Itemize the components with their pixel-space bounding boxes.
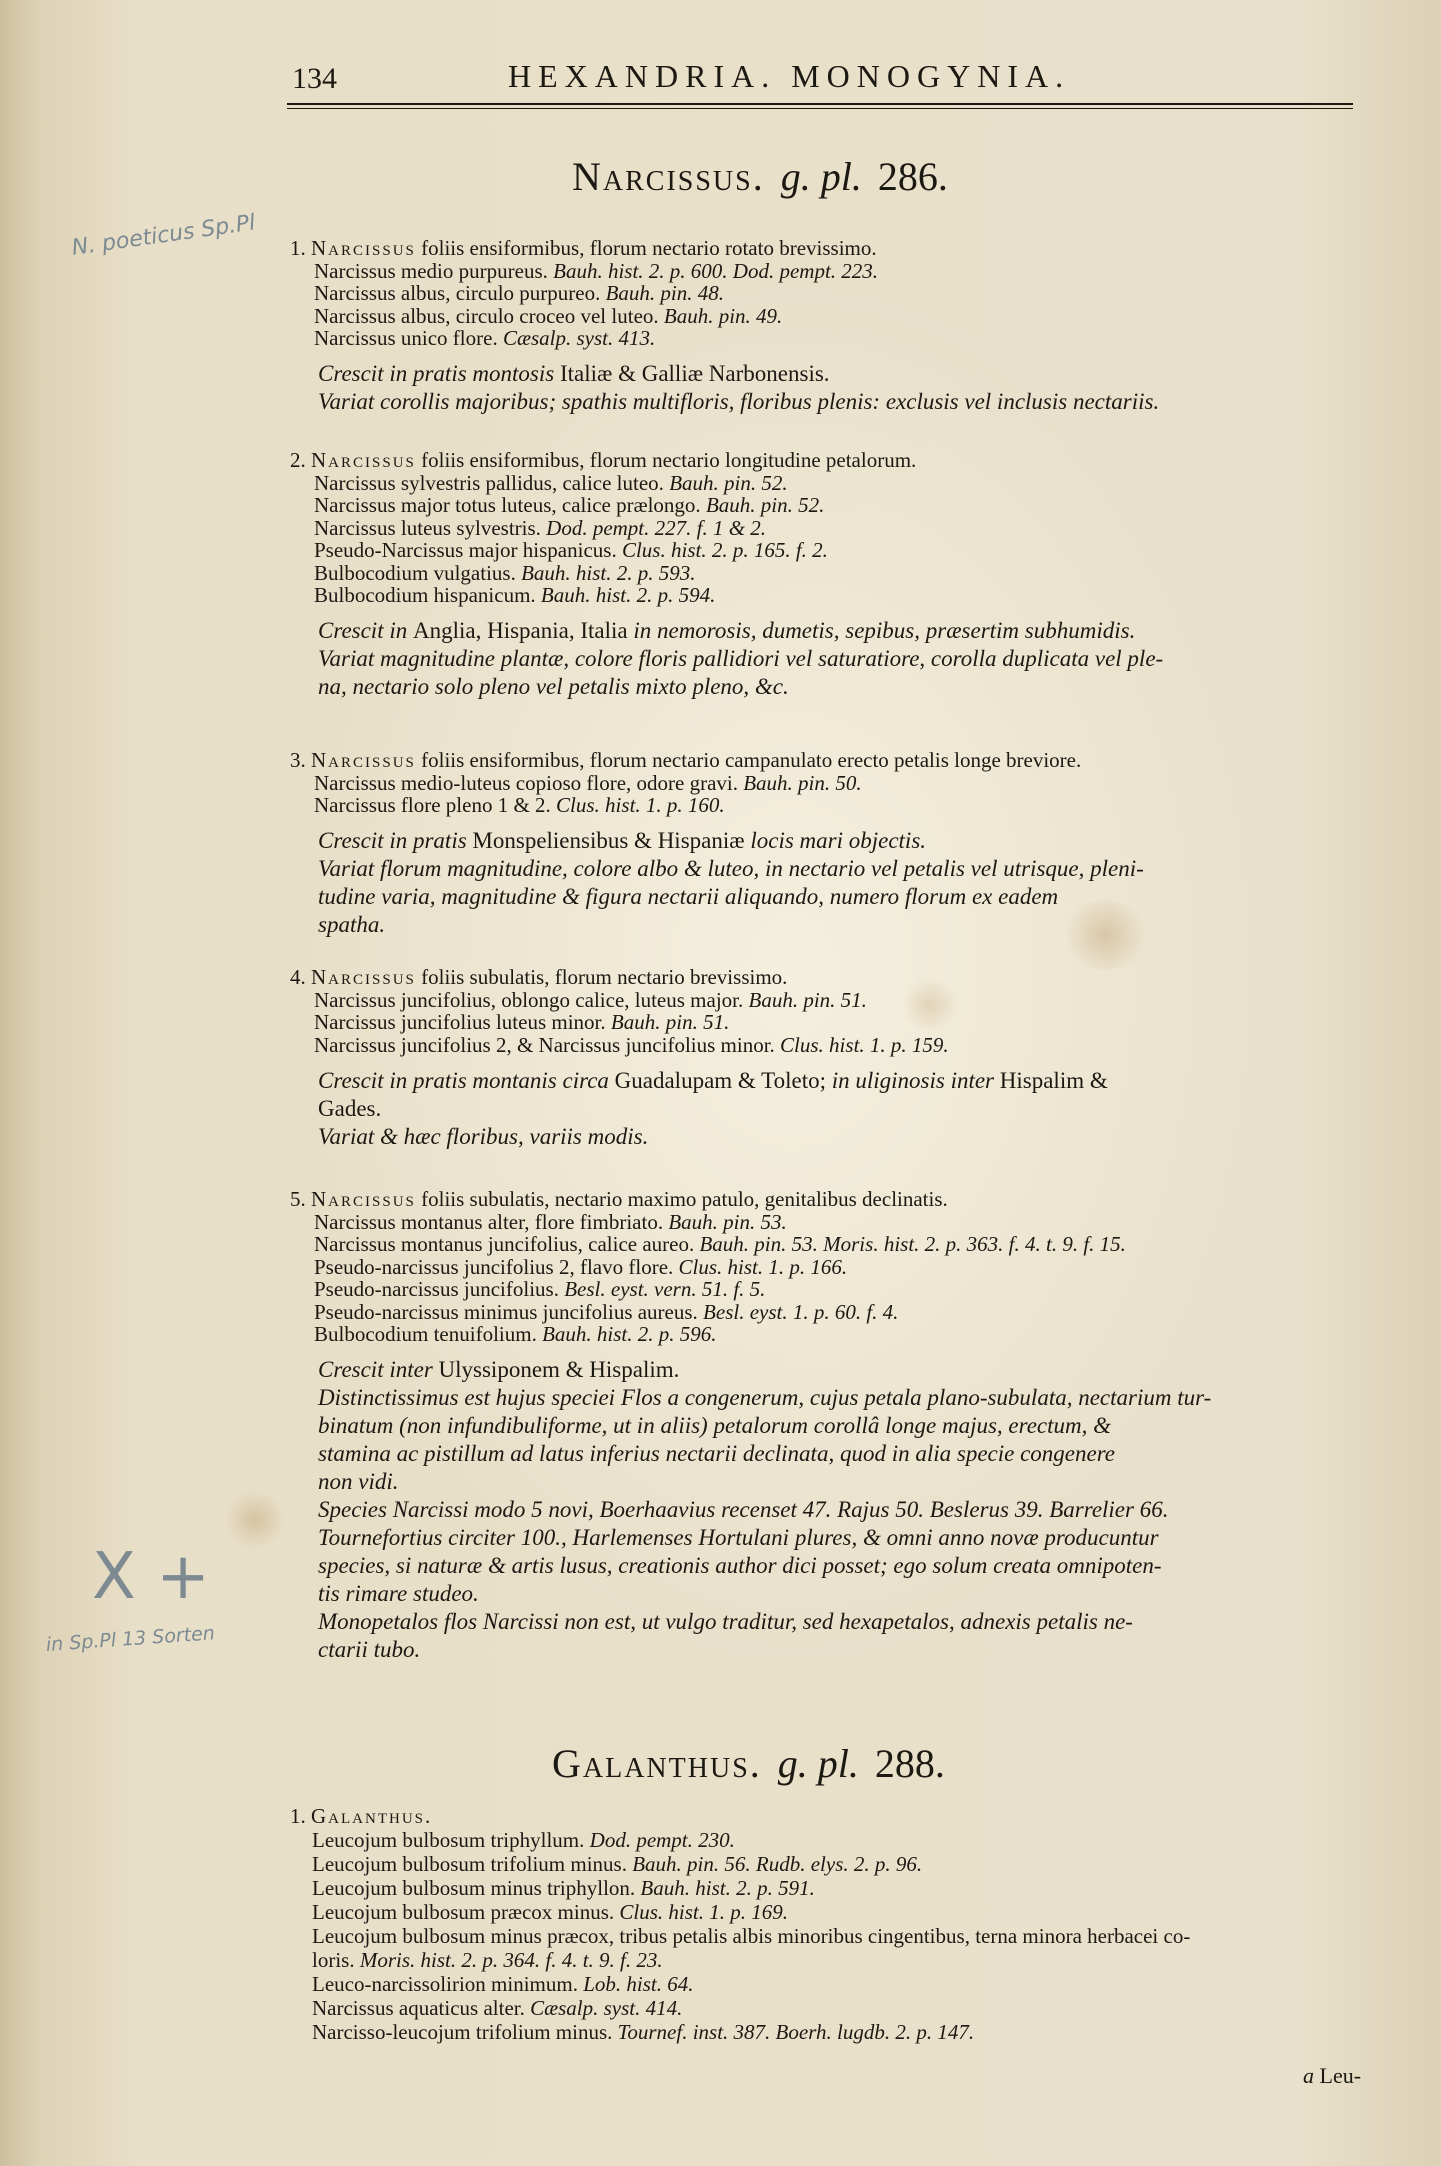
synonym-reference: Dod. pempt. 230. <box>589 1828 735 1852</box>
signature-mark: a <box>1303 2063 1314 2088</box>
habitat-note <box>318 1636 420 1663</box>
genus-number: 288. <box>874 1741 945 1786</box>
habitat-note <box>318 1356 679 1383</box>
synonym-name: Narcissus flore pleno 1 & 2. <box>314 793 557 817</box>
margin-note-handwritten: in Sp.Pl 13 Sorten <box>45 1622 216 1656</box>
species-number: 4. <box>290 965 311 989</box>
synonym-line <box>312 1948 663 1972</box>
synonym-name: Narcissus albus, circulo purpureo. <box>314 281 606 305</box>
species-diagnosis <box>290 748 1081 772</box>
page-number: 134 <box>292 62 337 95</box>
synonym-reference: Tournef. inst. 387. Boerh. lugdb. 2. p. 147. <box>617 2020 975 2044</box>
synonym-name: Leucojum bulbosum minus triphyllon. <box>312 1876 641 1900</box>
note-italic: tudine varia, magnitudine & figura nectarii aliquando, numero florum ex eadem <box>318 884 1059 909</box>
genus-heading-galanthus <box>552 1740 945 1787</box>
synonym-line <box>314 1277 765 1301</box>
synonym-name: Narcissus medio purpureus. <box>314 258 554 283</box>
habitat-note <box>318 1496 1168 1523</box>
header-rule <box>287 108 1353 109</box>
note-place: Hispalim & <box>999 1067 1108 1093</box>
synonym-name: Pseudo-narcissus juncifolius. <box>314 1277 565 1301</box>
habitat-note <box>318 1580 479 1607</box>
note-italic: Crescit inter <box>318 1357 439 1382</box>
synonym-reference: Bauh. hist. 2. p. 600. Dod. pempt. 223. <box>553 258 879 283</box>
margin-note-handwritten: N. poeticus Sp.Pl <box>70 210 257 261</box>
note-italic: Species Narcissi modo 5 novi, Boerhaavius recenset 47. Rajus 50. Beslerus 39. Barrelier 66. <box>318 1497 1169 1522</box>
habitat-note <box>318 1468 399 1495</box>
synonym-reference: Besl. eyst. vern. 51. f. 5. <box>564 1277 766 1301</box>
synonym-line <box>314 471 788 495</box>
synonym-name: Narcissus albus, circulo croceo vel luteo. <box>314 303 664 328</box>
synonym-name: Narcissus juncifolius 2, & Narcissus juncifolius minor. <box>314 1032 781 1057</box>
header-rule <box>287 103 1353 105</box>
species-genus-name: Narcissus <box>311 236 416 260</box>
running-title: HEXANDRIA. MONOGYNIA. <box>508 58 1071 94</box>
synonym-reference: Bauh. pin. 52. <box>705 493 825 517</box>
synonym-line <box>314 538 828 562</box>
species-number: 2. <box>290 448 311 472</box>
note-italic: stamina ac pistillum ad latus inferius nectarii declinata, quod in alia specie congenere <box>318 1441 1116 1466</box>
habitat-note <box>318 1095 381 1122</box>
foxing-stain <box>900 980 960 1030</box>
habitat-note <box>318 827 926 854</box>
synonym-reference: Moris. hist. 2. p. 364. f. 4. t. 9. f. 23. <box>359 1948 663 1972</box>
synonym-reference: Bauh. hist. 2. p. 596. <box>542 1322 717 1346</box>
synonym-name: Narcissus montanus juncifolius, calice aureo. <box>314 1232 700 1256</box>
note-italic: locis mari objectis. <box>750 828 927 853</box>
note-italic: binatum (non infundibuliforme, ut in aliis) petalorum corollâ longe majus, erectum, & <box>318 1413 1112 1438</box>
synonym-reference: Clus. hist. 1. p. 166. <box>678 1254 848 1279</box>
species-diagnosis <box>290 236 877 260</box>
synonym-name: Leucojum bulbosum minus præcox, tribus petalis albis minoribus cingentibus, terna minora herbacei co- <box>312 1924 1191 1948</box>
catchword <box>1303 2063 1361 2089</box>
synonym-reference: Lob. hist. 64. <box>583 1972 694 1996</box>
synonym-name: Bulbocodium hispanicum. <box>314 583 541 607</box>
synonym-name: Pseudo-Narcissus major hispanicus. <box>314 538 622 562</box>
species-genus-name: Narcissus <box>311 748 416 772</box>
note-italic: Crescit in pratis <box>318 828 473 853</box>
species-genus-name: Narcissus <box>311 448 416 472</box>
species-genus-name: Narcissus <box>311 965 416 989</box>
diagnosis-text: foliis ensiformibus, florum nectario rotato brevissimo. <box>415 236 877 260</box>
synonym-name: Narcissus sylvestris pallidus, calice luteo. <box>314 470 670 495</box>
note-place: Monspeliensibus & Hispaniæ <box>472 828 751 853</box>
note-italic: Crescit in <box>318 618 413 643</box>
synonym-reference: Clus. hist. 2. p. 165. f. 2. <box>621 538 828 562</box>
species-diagnosis <box>290 448 916 472</box>
synonym-reference: Dod. pempt. 227. f. 1 & 2. <box>546 515 767 540</box>
synonym-name: Narcissus juncifolius luteus minor. <box>314 1010 611 1034</box>
synonym-reference: Bauh. pin. 53. Moris. hist. 2. p. 363. f. 4. t. 9. f. 15. <box>699 1232 1126 1256</box>
habitat-note <box>318 617 1135 644</box>
synonym-name: Narcissus luteus sylvestris. <box>314 515 547 540</box>
habitat-note <box>318 1412 1111 1439</box>
habitat-note <box>318 388 1159 415</box>
habitat-note <box>318 1608 1133 1635</box>
note-italic: species, si naturæ & artis lusus, creationis author dici posset; ego solum creata omnipoten- <box>318 1553 1162 1578</box>
note-place: Anglia, Hispania, Italia <box>412 618 634 643</box>
habitat-note <box>318 883 1058 910</box>
catchword-text: Leu- <box>1319 2063 1362 2088</box>
species-genus-name: Galanthus. <box>311 1804 433 1828</box>
synonym-line <box>314 1322 717 1346</box>
synonym-reference: Bauh. pin. 51. <box>610 1010 730 1034</box>
note-italic: spatha. <box>318 912 386 937</box>
synonym-line <box>312 1876 815 1900</box>
note-place: Italiæ & Galliæ Narbonensis. <box>559 361 830 386</box>
synonym-name: Bulbocodium vulgatius. <box>314 560 522 585</box>
synonym-line <box>314 583 715 607</box>
diagnosis-text: foliis subulatis, florum nectario brevissimo. <box>415 965 788 989</box>
synonym-reference: Bauh. pin. 51. <box>748 987 867 1012</box>
synonym-reference: Besl. eyst. 1. p. 60. f. 4. <box>703 1299 899 1324</box>
note-italic: Crescit in pratis montosis <box>318 361 560 386</box>
synonym-reference: Bauh. pin. 48. <box>605 281 725 305</box>
synonym-name: Narcissus unico flore. <box>314 326 503 350</box>
note-italic: Variat florum magnitudine, colore albo & luteo, in nectario vel petalis vel utrisque, pleni- <box>318 856 1144 881</box>
habitat-note <box>318 673 789 700</box>
synonym-reference: Bauh. pin. 49. <box>663 303 783 328</box>
synonym-reference: Bauh. hist. 2. p. 593. <box>521 560 696 585</box>
synonym-line <box>314 561 696 585</box>
synonym-line <box>314 1010 729 1034</box>
synonym-line <box>314 281 724 305</box>
synonym-name: Pseudo-narcissus juncifolius 2, flavo flore. <box>314 1254 679 1279</box>
foxing-stain <box>1060 900 1150 970</box>
synonym-line <box>314 988 867 1012</box>
synonym-reference: Clus. hist. 1. p. 160. <box>556 793 725 817</box>
synonym-reference: Bauh. pin. 56. Rudb. elys. 2. p. 96. <box>632 1852 923 1876</box>
note-italic: Monopetalos flos Narcissi non est, ut vulgo traditur, sed hexapetalos, adnexis petalis ne- <box>318 1609 1133 1634</box>
synonym-line <box>314 304 782 328</box>
note-italic: Distinctissimus est hujus speciei Flos a congenerum, cujus petala plano-subulata, nectarium tur- <box>318 1385 1212 1410</box>
synonym-line <box>314 1033 949 1057</box>
synonym-line <box>314 1210 787 1234</box>
synonym-line <box>312 1924 1190 1948</box>
synonym-line <box>312 1996 682 2020</box>
margin-note-cross: X + <box>92 1540 210 1614</box>
synonym-reference: Bauh. pin. 52. <box>669 470 788 495</box>
species-number: 3. <box>290 748 311 772</box>
synonym-name: Narcissus major totus luteus, calice prælongo. <box>314 493 706 517</box>
synonym-name: Leucojum bulbosum triphyllum. <box>312 1828 590 1852</box>
genus-name: Galanthus. <box>552 1741 762 1786</box>
habitat-note <box>318 1067 1108 1094</box>
note-italic: Variat & hæc floribus, variis modis. <box>318 1123 649 1149</box>
synonym-name: Leucojum bulbosum trifolium minus. <box>312 1852 633 1876</box>
note-italic: tis rimare studeo. <box>318 1581 479 1606</box>
note-place: Ulyssiponem & Hispalim. <box>438 1357 680 1382</box>
synonym-line <box>312 1828 735 1852</box>
note-italic: Variat corollis majoribus; spathis multifloris, floribus plenis: exclusis vel inclusis nectariis. <box>318 389 1160 414</box>
species-diagnosis <box>290 1804 432 1828</box>
synonym-name: Narcissus juncifolius, oblongo calice, luteus major. <box>314 987 749 1012</box>
synonym-name: Pseudo-narcissus minimus juncifolius aureus. <box>314 1299 704 1324</box>
synonym-reference: Bauh. pin. 50. <box>743 770 862 795</box>
genus-heading-narcissus <box>572 153 948 200</box>
synonym-line <box>314 771 862 795</box>
habitat-note <box>318 1384 1211 1411</box>
habitat-note <box>318 911 385 938</box>
synonym-line <box>314 1300 898 1324</box>
synonym-line <box>312 1972 693 1996</box>
synonym-line <box>312 1900 788 1924</box>
synonym-reference: Bauh. hist. 2. p. 591. <box>640 1876 815 1900</box>
habitat-note <box>318 1552 1162 1579</box>
note-italic: in uliginosis inter <box>831 1067 1000 1093</box>
species-diagnosis <box>290 965 787 989</box>
genus-gpl: g. pl. <box>777 1741 859 1786</box>
synonym-reference: Clus. hist. 1. p. 159. <box>780 1032 949 1057</box>
habitat-note <box>318 1123 648 1150</box>
note-italic: Crescit in pratis montanis circa <box>318 1067 615 1093</box>
synonym-line <box>314 1232 1126 1256</box>
genus-number: 286. <box>877 154 948 199</box>
synonym-line <box>314 493 824 517</box>
synonym-reference: Clus. hist. 1. p. 169. <box>619 1900 789 1924</box>
species-number: 5. <box>290 1187 311 1211</box>
species-number: 1. <box>290 236 311 260</box>
synonym-reference: Cæsalp. syst. 414. <box>530 1996 683 2020</box>
synonym-reference: Bauh. pin. 53. <box>668 1209 787 1234</box>
foxing-stain <box>225 1490 285 1550</box>
synonym-name: Narcissus aquaticus alter. <box>312 1996 531 2020</box>
genus-gpl: g. pl. <box>780 154 862 199</box>
habitat-note <box>318 360 830 387</box>
note-italic: non vidi. <box>318 1469 399 1494</box>
note-italic: Tournefortius circiter 100., Harlemenses Hortulani plures, & omni anno novæ producuntur <box>318 1525 1159 1550</box>
diagnosis-text: foliis subulatis, nectario maximo patulo, genitalibus declinatis. <box>415 1187 948 1211</box>
species-genus-name: Narcissus <box>311 1187 416 1211</box>
synonym-name: Narcissus medio-luteus copioso flore, odore gravi. <box>314 770 744 795</box>
synonym-line <box>312 1852 922 1876</box>
note-italic: ctarii tubo. <box>318 1637 421 1662</box>
synonym-name: Leucojum bulbosum præcox minus. <box>312 1900 620 1924</box>
synonym-reference: Cæsalp. syst. 413. <box>502 326 656 350</box>
habitat-note <box>318 1440 1115 1467</box>
note-italic: na, nectario solo pleno vel petalis mixto pleno, &c. <box>318 674 789 699</box>
note-italic: Variat magnitudine plantæ, colore floris pallidiori vel saturatiore, corolla duplicata vel ple- <box>318 646 1164 671</box>
synonym-line <box>314 259 878 283</box>
synonym-name: Narcisso-leucojum trifolium minus. <box>312 2020 618 2044</box>
note-place: Gades. <box>318 1095 382 1121</box>
synonym-reference: Bauh. hist. 2. p. 594. <box>540 583 716 607</box>
species-number: 1. <box>290 1804 311 1828</box>
diagnosis-text: foliis ensiformibus, florum nectario campanulato erecto petalis longe breviore. <box>415 748 1082 772</box>
synonym-line <box>314 516 766 540</box>
synonym-line <box>314 1255 847 1279</box>
synonym-name: loris. <box>312 1948 360 1972</box>
genus-name: Narcissus. <box>572 154 765 199</box>
species-diagnosis <box>290 1187 948 1211</box>
habitat-note <box>318 855 1144 882</box>
synonym-name: Narcissus montanus alter, flore fimbriato. <box>314 1209 669 1234</box>
synonym-line <box>314 326 655 350</box>
note-place: Guadalupam & Toleto; <box>614 1067 832 1093</box>
synonym-line <box>312 2020 974 2044</box>
synonym-line <box>314 793 725 817</box>
habitat-note <box>318 645 1163 672</box>
habitat-note <box>318 1524 1159 1551</box>
synonym-name: Leuco-narcissolirion minimum. <box>312 1972 584 1996</box>
note-italic: in nemorosis, dumetis, sepibus, præsertim subhumidis. <box>633 618 1136 643</box>
synonym-name: Bulbocodium tenuifolium. <box>314 1322 543 1346</box>
diagnosis-text: foliis ensiformibus, florum nectario longitudine petalorum. <box>415 448 917 472</box>
